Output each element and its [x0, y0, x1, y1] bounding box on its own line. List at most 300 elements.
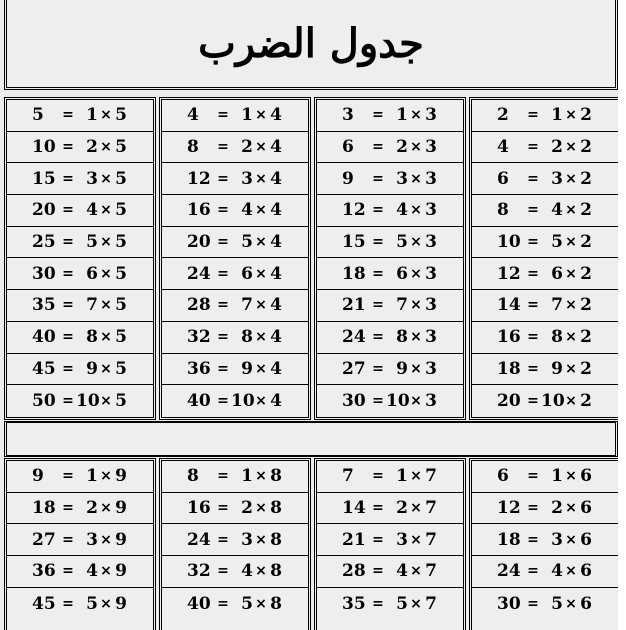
table-row — [472, 588, 618, 620]
table-row — [472, 258, 618, 290]
table-row — [472, 290, 618, 322]
base-value: 5 — [115, 137, 127, 158]
equals-sign: = — [372, 360, 384, 377]
equals-sign: = — [217, 531, 229, 548]
base-value: 5 — [115, 295, 127, 316]
base-value: 4 — [270, 327, 282, 348]
product-value: 35 — [342, 593, 366, 614]
product-value: 20 — [32, 200, 56, 221]
table-row — [162, 163, 308, 195]
times-sign: × — [255, 329, 267, 346]
base-value: 2 — [580, 295, 592, 316]
multiplier-value: 5 — [86, 232, 98, 253]
product-value: 6 — [497, 168, 509, 189]
base-value: 7 — [425, 466, 437, 487]
table-row — [7, 290, 153, 322]
base-value: 2 — [580, 327, 592, 348]
multiplier-value: 3 — [396, 168, 408, 189]
times-sign: × — [565, 468, 577, 485]
multiplier-value: 5 — [551, 232, 563, 253]
times-sign: × — [255, 531, 267, 548]
product-value: 8 — [187, 466, 199, 487]
equals-sign: = — [527, 202, 539, 219]
table-row — [472, 385, 618, 417]
base-value: 5 — [115, 391, 127, 412]
multiplier-value: 4 — [551, 561, 563, 582]
times-sign: × — [100, 595, 112, 612]
product-value: 27 — [32, 529, 56, 550]
multiplier-value: 1 — [551, 466, 563, 487]
table-row — [7, 227, 153, 259]
table-row — [7, 132, 153, 164]
multiplier-value: 3 — [86, 168, 98, 189]
times-sign: × — [100, 107, 112, 124]
times-sign: × — [565, 563, 577, 580]
multiplier-value: 8 — [86, 327, 98, 348]
product-value: 12 — [497, 263, 521, 284]
equals-sign: = — [62, 170, 74, 187]
table-row — [7, 385, 153, 417]
base-value: 3 — [425, 232, 437, 253]
multiplier-value: 2 — [551, 498, 563, 519]
product-value: 15 — [32, 168, 56, 189]
base-value: 3 — [425, 263, 437, 284]
multiplier-value: 2 — [396, 137, 408, 158]
multiplier-value: 10 — [386, 391, 410, 412]
base-value: 2 — [580, 263, 592, 284]
table-row — [162, 385, 308, 417]
multiplier-value: 7 — [396, 295, 408, 316]
product-value: 8 — [497, 200, 509, 221]
page-title: جدول الضرب — [198, 19, 424, 67]
product-value: 24 — [497, 561, 521, 582]
table-row — [317, 588, 463, 620]
top-tables-section — [0, 97, 626, 420]
times-sign: × — [255, 360, 267, 377]
table-row — [7, 524, 153, 556]
times-sign: × — [565, 500, 577, 517]
times-sign: × — [255, 393, 267, 410]
base-value: 6 — [580, 561, 592, 582]
product-value: 6 — [497, 466, 509, 487]
equals-sign: = — [217, 393, 229, 410]
times-sign: × — [565, 329, 577, 346]
product-value: 35 — [32, 295, 56, 316]
equals-sign: = — [217, 563, 229, 580]
times-sign: × — [410, 329, 422, 346]
table-row — [162, 227, 308, 259]
times-sign: × — [410, 297, 422, 314]
table-row — [162, 132, 308, 164]
product-value: 40 — [187, 391, 211, 412]
base-value: 7 — [425, 529, 437, 550]
times-sign: × — [100, 170, 112, 187]
times-table-8 — [159, 458, 311, 630]
base-value: 3 — [425, 391, 437, 412]
times-sign: × — [565, 360, 577, 377]
table-row — [317, 132, 463, 164]
multiplier-value: 1 — [241, 105, 253, 126]
equals-sign: = — [62, 329, 74, 346]
base-value: 9 — [115, 561, 127, 582]
table-row — [7, 556, 153, 588]
times-sign: × — [410, 139, 422, 156]
multiplier-value: 5 — [396, 593, 408, 614]
times-sign: × — [410, 468, 422, 485]
times-sign: × — [255, 468, 267, 485]
equals-sign: = — [372, 531, 384, 548]
times-sign: × — [255, 170, 267, 187]
multiplier-value: 2 — [551, 137, 563, 158]
times-sign: × — [255, 139, 267, 156]
times-sign: × — [255, 563, 267, 580]
multiplier-value: 4 — [551, 200, 563, 221]
equals-sign: = — [372, 170, 384, 187]
table-row — [162, 100, 308, 132]
base-value: 4 — [270, 232, 282, 253]
base-value: 2 — [580, 358, 592, 379]
equals-sign: = — [217, 500, 229, 517]
multiplier-value: 6 — [551, 263, 563, 284]
product-value: 12 — [342, 200, 366, 221]
product-value: 28 — [342, 561, 366, 582]
equals-sign: = — [217, 297, 229, 314]
table-row — [162, 322, 308, 354]
equals-sign: = — [217, 360, 229, 377]
base-value: 7 — [425, 498, 437, 519]
base-value: 8 — [270, 529, 282, 550]
times-sign: × — [565, 234, 577, 251]
multiplier-value: 4 — [241, 200, 253, 221]
bottom-tables-section — [0, 458, 626, 630]
table-row — [162, 290, 308, 322]
equals-sign: = — [62, 265, 74, 282]
multiplier-value: 4 — [86, 561, 98, 582]
times-sign: × — [100, 563, 112, 580]
table-row — [317, 493, 463, 525]
table-row — [317, 524, 463, 556]
equals-sign: = — [62, 139, 74, 156]
table-row — [162, 524, 308, 556]
table-row — [472, 461, 618, 493]
product-value: 10 — [32, 137, 56, 158]
times-table-9 — [4, 458, 156, 630]
product-value: 40 — [32, 327, 56, 348]
product-value: 28 — [187, 295, 211, 316]
equals-sign: = — [372, 329, 384, 346]
equals-sign: = — [527, 468, 539, 485]
table-row — [317, 461, 463, 493]
table-row — [317, 354, 463, 386]
base-value: 4 — [270, 200, 282, 221]
base-value: 8 — [270, 498, 282, 519]
product-value: 18 — [342, 263, 366, 284]
table-row — [472, 322, 618, 354]
base-value: 3 — [425, 137, 437, 158]
times-sign: × — [565, 297, 577, 314]
equals-sign: = — [62, 595, 74, 612]
times-sign: × — [100, 500, 112, 517]
equals-sign: = — [527, 393, 539, 410]
table-row — [162, 354, 308, 386]
times-table-6 — [469, 458, 621, 630]
multiplier-value: 7 — [241, 295, 253, 316]
multiplier-value: 4 — [396, 561, 408, 582]
product-value: 14 — [497, 295, 521, 316]
multiplier-value: 2 — [396, 498, 408, 519]
equals-sign: = — [527, 297, 539, 314]
multiplier-value: 4 — [396, 200, 408, 221]
equals-sign: = — [527, 170, 539, 187]
product-value: 18 — [32, 498, 56, 519]
equals-sign: = — [62, 360, 74, 377]
product-value: 16 — [187, 200, 211, 221]
table-row — [162, 588, 308, 620]
table-row — [317, 163, 463, 195]
product-value: 3 — [342, 105, 354, 126]
equals-sign: = — [217, 202, 229, 219]
times-sign: × — [565, 595, 577, 612]
times-sign: × — [565, 170, 577, 187]
base-value: 3 — [425, 105, 437, 126]
equals-sign: = — [217, 468, 229, 485]
base-value: 5 — [115, 358, 127, 379]
times-table-2 — [469, 97, 621, 420]
times-table-7 — [314, 458, 466, 630]
base-value: 6 — [580, 593, 592, 614]
equals-sign: = — [527, 329, 539, 346]
product-value: 30 — [32, 263, 56, 284]
multiplier-value: 8 — [396, 327, 408, 348]
base-value: 6 — [580, 498, 592, 519]
table-row — [317, 195, 463, 227]
times-sign: × — [410, 595, 422, 612]
product-value: 24 — [187, 529, 211, 550]
base-value: 3 — [425, 295, 437, 316]
base-value: 9 — [115, 466, 127, 487]
multiplier-value: 10 — [231, 391, 255, 412]
multiplier-value: 3 — [241, 168, 253, 189]
base-value: 8 — [270, 466, 282, 487]
base-value: 4 — [270, 137, 282, 158]
multiplier-value: 7 — [551, 295, 563, 316]
times-sign: × — [565, 107, 577, 124]
multiplier-value: 2 — [241, 137, 253, 158]
product-value: 4 — [187, 105, 199, 126]
times-sign: × — [410, 531, 422, 548]
equals-sign: = — [527, 500, 539, 517]
equals-sign: = — [527, 595, 539, 612]
equals-sign: = — [62, 393, 74, 410]
multiplier-value: 3 — [551, 529, 563, 550]
equals-sign: = — [62, 202, 74, 219]
times-sign: × — [410, 234, 422, 251]
base-value: 4 — [270, 358, 282, 379]
product-value: 27 — [342, 358, 366, 379]
multiplier-value: 1 — [86, 466, 98, 487]
equals-sign: = — [372, 139, 384, 156]
base-value: 4 — [270, 263, 282, 284]
times-sign: × — [410, 360, 422, 377]
table-row — [317, 100, 463, 132]
times-sign: × — [255, 595, 267, 612]
multiplier-value: 1 — [396, 105, 408, 126]
base-value: 2 — [580, 105, 592, 126]
base-value: 4 — [270, 295, 282, 316]
equals-sign: = — [372, 393, 384, 410]
multiplier-value: 4 — [241, 561, 253, 582]
equals-sign: = — [372, 563, 384, 580]
base-value: 2 — [580, 168, 592, 189]
multiplier-value: 5 — [551, 593, 563, 614]
multiplier-value: 3 — [86, 529, 98, 550]
base-value: 7 — [425, 593, 437, 614]
multiplier-value: 3 — [396, 529, 408, 550]
equals-sign: = — [217, 139, 229, 156]
multiplier-value: 2 — [241, 498, 253, 519]
base-value: 9 — [115, 498, 127, 519]
product-value: 20 — [497, 391, 521, 412]
multiplier-value: 6 — [86, 263, 98, 284]
times-sign: × — [565, 202, 577, 219]
table-row — [317, 258, 463, 290]
table-row — [162, 556, 308, 588]
times-table-5 — [4, 97, 156, 420]
multiplier-value: 1 — [241, 466, 253, 487]
times-sign: × — [410, 170, 422, 187]
product-value: 16 — [187, 498, 211, 519]
product-value: 18 — [497, 358, 521, 379]
table-row — [7, 493, 153, 525]
multiplier-value: 10 — [76, 391, 100, 412]
table-row — [162, 195, 308, 227]
base-value: 8 — [270, 561, 282, 582]
multiplier-value: 5 — [396, 232, 408, 253]
equals-sign: = — [527, 265, 539, 282]
base-value: 6 — [580, 466, 592, 487]
times-sign: × — [410, 202, 422, 219]
product-value: 14 — [342, 498, 366, 519]
times-sign: × — [565, 393, 577, 410]
product-value: 50 — [32, 391, 56, 412]
product-value: 32 — [187, 327, 211, 348]
multiplier-value: 5 — [241, 593, 253, 614]
equals-sign: = — [217, 107, 229, 124]
multiplier-value: 9 — [551, 358, 563, 379]
base-value: 7 — [425, 561, 437, 582]
base-value: 2 — [580, 232, 592, 253]
equals-sign: = — [527, 139, 539, 156]
table-row — [472, 524, 618, 556]
table-row — [7, 322, 153, 354]
multiplier-value: 6 — [396, 263, 408, 284]
table-row — [7, 354, 153, 386]
right-margin — [618, 0, 626, 630]
product-value: 12 — [497, 498, 521, 519]
equals-sign: = — [62, 234, 74, 251]
base-value: 5 — [115, 200, 127, 221]
times-sign: × — [100, 202, 112, 219]
times-sign: × — [410, 563, 422, 580]
product-value: 45 — [32, 358, 56, 379]
times-sign: × — [100, 139, 112, 156]
times-sign: × — [255, 265, 267, 282]
base-value: 3 — [425, 327, 437, 348]
product-value: 15 — [342, 232, 366, 253]
table-row — [317, 227, 463, 259]
equals-sign: = — [372, 265, 384, 282]
title-box — [4, 0, 618, 90]
product-value: 45 — [32, 593, 56, 614]
table-row — [472, 163, 618, 195]
times-sign: × — [100, 360, 112, 377]
equals-sign: = — [527, 234, 539, 251]
times-sign: × — [410, 393, 422, 410]
equals-sign: = — [372, 297, 384, 314]
multiplier-value: 9 — [86, 358, 98, 379]
base-value: 5 — [115, 232, 127, 253]
equals-sign: = — [372, 500, 384, 517]
base-value: 2 — [580, 200, 592, 221]
multiplier-value: 8 — [241, 327, 253, 348]
times-sign: × — [255, 234, 267, 251]
times-sign: × — [255, 500, 267, 517]
equals-sign: = — [372, 202, 384, 219]
times-sign: × — [100, 234, 112, 251]
table-row — [472, 195, 618, 227]
equals-sign: = — [372, 468, 384, 485]
multiplier-value: 3 — [241, 529, 253, 550]
table-row — [7, 258, 153, 290]
product-value: 9 — [342, 168, 354, 189]
table-row — [7, 163, 153, 195]
times-sign: × — [100, 531, 112, 548]
multiplier-value: 9 — [396, 358, 408, 379]
equals-sign: = — [62, 563, 74, 580]
base-value: 8 — [270, 593, 282, 614]
multiplier-value: 8 — [551, 327, 563, 348]
base-value: 6 — [580, 529, 592, 550]
base-value: 2 — [580, 137, 592, 158]
times-table-4 — [159, 97, 311, 420]
table-row — [317, 290, 463, 322]
times-table-3 — [314, 97, 466, 420]
equals-sign: = — [62, 468, 74, 485]
multiplier-value: 1 — [86, 105, 98, 126]
times-sign: × — [410, 265, 422, 282]
product-value: 30 — [497, 593, 521, 614]
times-sign: × — [410, 500, 422, 517]
equals-sign: = — [217, 234, 229, 251]
table-row — [162, 258, 308, 290]
base-value: 5 — [115, 263, 127, 284]
times-sign: × — [100, 393, 112, 410]
product-value: 21 — [342, 529, 366, 550]
base-value: 5 — [115, 327, 127, 348]
base-value: 5 — [115, 105, 127, 126]
table-row — [317, 385, 463, 417]
product-value: 7 — [342, 466, 354, 487]
equals-sign: = — [217, 329, 229, 346]
product-value: 12 — [187, 168, 211, 189]
times-sign: × — [100, 297, 112, 314]
table-row — [472, 100, 618, 132]
equals-sign: = — [527, 531, 539, 548]
product-value: 20 — [187, 232, 211, 253]
table-row — [7, 461, 153, 493]
equals-sign: = — [62, 297, 74, 314]
product-value: 9 — [32, 466, 44, 487]
